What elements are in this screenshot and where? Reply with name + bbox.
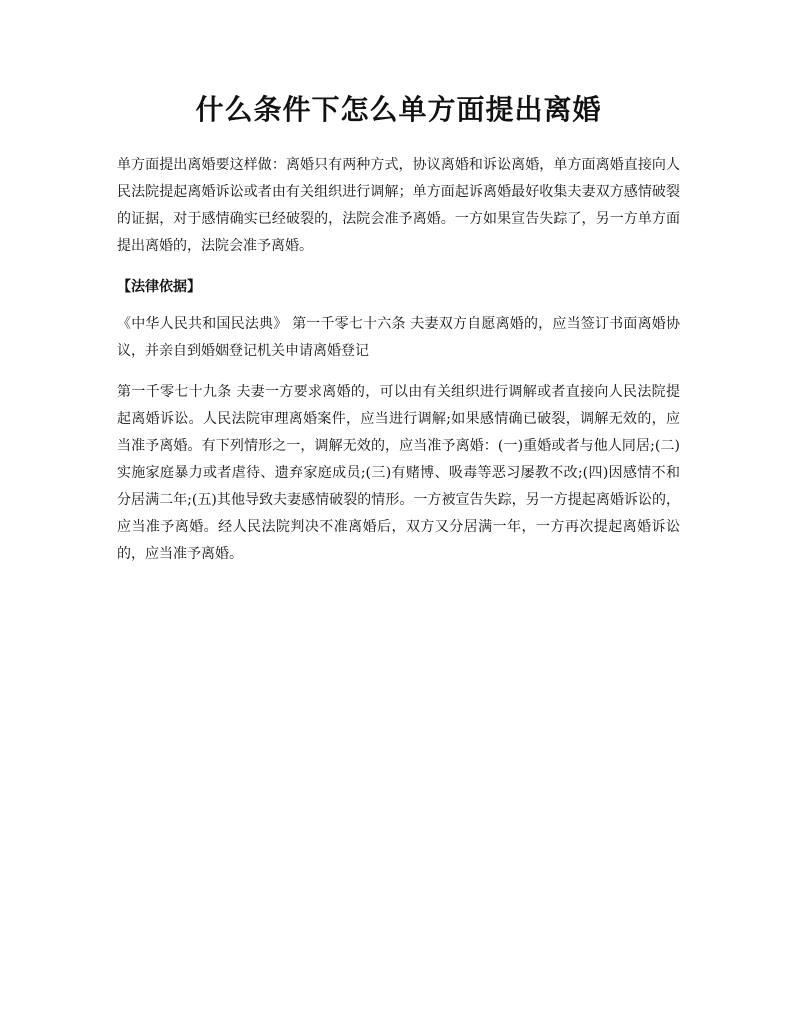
article-1076-paragraph: 《中华人民共和国民法典》 第一千零七十六条 夫妻双方自愿离婚的，应当签订书面离婚协议，并亲自到婚姻登记机关申请离婚登记 [117,316,680,359]
document-title: 什么条件下怎么单方面提出离婚 [195,93,602,126]
intro-paragraph: 单方面提出离婚要这样做：离婚只有两种方式，协议离婚和诉讼离婚，单方面离婚直接向人民法院提起离婚诉讼或者由有关组织进行调解；单方面起诉离婚最好收集夫妻双方感情破裂的证据，对于感情确实已经破裂的，法院会准予离婚。一方如果宣告失踪了，另一方单方面提出离婚的，法院会准予离婚。 [117,157,680,254]
article-1079-paragraph: 第一千零七十九条 夫妻一方要求离婚的，可以由有关组织进行调解或者直接向人民法院提起离婚诉讼。人民法院审理离婚案件，应当进行调解;如果感情确已破裂，调解无效的，应当准予离婚。有下列情形之一，调解无效的，应当准予离婚：(一)重婚或者与他人同居;(二)实施家庭暴力或者虐待、遗弃家庭成员;(三)有赌博、吸毒等恶习屡教不改;(四)因感情不和分居满二年;(五)其他导致夫妻感情破裂的情形。一方被宣告失踪，另一方提起离婚诉讼的，应当准予离婚。经人民法院判决不准离婚后，双方又分居满一年，一方再次提起离婚诉讼的，应当准予离婚。 [117,384,680,562]
legal-basis-heading: 【法律依据】 [117,279,201,295]
